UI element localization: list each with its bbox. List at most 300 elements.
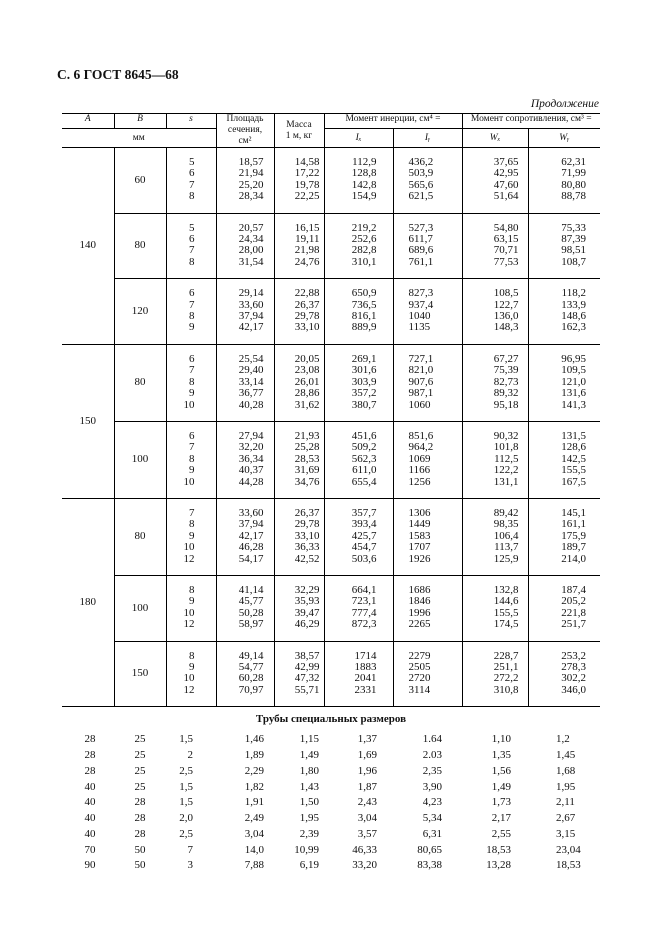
value-s: 12 xyxy=(183,552,195,565)
value-s: 12 xyxy=(183,683,195,696)
value-iy: 1846 xyxy=(408,595,431,608)
cell-f xyxy=(216,344,274,421)
special-row xyxy=(62,763,600,779)
value-ix: 872,3 xyxy=(351,618,377,631)
value-ix: 282,8 xyxy=(351,244,377,257)
special-cell: 2,35 xyxy=(422,764,442,777)
special-cell: 83,38 xyxy=(417,859,442,872)
value-wy: 98,51 xyxy=(561,244,587,257)
value-f: 24,34 xyxy=(238,233,264,246)
cell-ix xyxy=(324,421,393,498)
value-m: 36,33 xyxy=(294,541,320,554)
value-m: 17,22 xyxy=(294,167,320,180)
value-iy: 1686 xyxy=(408,583,431,596)
cell-s xyxy=(166,641,216,707)
value-f: 54,77 xyxy=(238,661,264,673)
cell-b: 100 xyxy=(114,575,166,641)
value-s: 9 xyxy=(189,595,195,608)
value-wy: 141,3 xyxy=(561,398,587,411)
value-f: 33,60 xyxy=(238,506,264,519)
value-s: 7 xyxy=(189,441,195,454)
cell-s xyxy=(166,279,216,345)
value-m: 29,78 xyxy=(294,518,320,531)
value-m: 21,93 xyxy=(294,429,320,442)
value-m: 35,93 xyxy=(294,595,320,608)
cell-f xyxy=(216,575,274,641)
value-f: 40,28 xyxy=(238,398,264,411)
value-iy: 727,1 xyxy=(408,352,434,365)
mass-line2: 1 м, кг xyxy=(285,130,313,141)
value-s: 12 xyxy=(183,618,195,631)
value-wx: 42,95 xyxy=(493,167,519,180)
value-wy: 131,5 xyxy=(561,429,587,442)
special-cell: 1,50 xyxy=(299,796,319,809)
value-ix: 2041 xyxy=(354,672,377,685)
special-cell: 14,0 xyxy=(244,843,264,856)
group-row xyxy=(62,498,600,575)
value-iy: 1135 xyxy=(408,321,431,334)
value-wy: 121,0 xyxy=(561,375,587,388)
cell-m xyxy=(274,421,324,498)
col-ix-header: Iₓ xyxy=(324,129,393,148)
value-wy: 161,1 xyxy=(561,518,587,531)
value-f: 27,94 xyxy=(238,429,264,442)
special-cell: 33,20 xyxy=(352,859,377,872)
value-f: 42,17 xyxy=(238,321,264,334)
special-cell: 1,43 xyxy=(299,780,319,793)
special-row xyxy=(62,779,600,795)
cell-b: 120 xyxy=(114,279,166,345)
value-iy: 2279 xyxy=(408,649,431,662)
special-cell: 2,39 xyxy=(299,827,319,840)
value-f: 28,34 xyxy=(238,190,264,203)
special-cell: 1,46 xyxy=(244,733,264,746)
value-m: 55,71 xyxy=(294,683,320,696)
cell-wx xyxy=(462,213,528,279)
special-cell: 1,5 xyxy=(179,796,193,809)
value-f: 32,20 xyxy=(238,441,264,454)
value-f: 36,34 xyxy=(238,452,264,465)
value-wy: 346,0 xyxy=(561,683,587,696)
value-wy: 278,3 xyxy=(561,661,587,673)
value-ix: 310,1 xyxy=(351,255,377,268)
value-f: 20,57 xyxy=(238,221,264,234)
value-ix: 301,6 xyxy=(351,364,377,377)
value-ix: 393,4 xyxy=(351,518,377,531)
value-wy: 148,6 xyxy=(561,310,587,323)
special-cell: 1,37 xyxy=(357,733,377,746)
cell-ix xyxy=(324,279,393,345)
value-ix: 1714 xyxy=(354,649,377,662)
group-row xyxy=(62,641,600,707)
special-cell: 23,04 xyxy=(556,843,581,856)
value-ix: 142,8 xyxy=(351,178,377,191)
value-s: 6 xyxy=(189,429,195,442)
value-wx: 77,53 xyxy=(493,255,519,268)
value-wy: 87,39 xyxy=(561,233,587,246)
value-ix: 2331 xyxy=(354,683,377,696)
value-iy: 937,4 xyxy=(408,298,434,311)
value-wy: 80,80 xyxy=(561,178,587,191)
cell-f xyxy=(216,641,274,707)
value-s: 8 xyxy=(189,310,195,323)
special-cell: 1,69 xyxy=(357,748,377,761)
cell-f xyxy=(216,498,274,575)
special-cell: 50 xyxy=(134,859,146,872)
cell-ix xyxy=(324,148,393,214)
mass-line1: Масса xyxy=(286,119,312,130)
value-iy: 907,6 xyxy=(408,375,434,388)
cell-wy xyxy=(528,575,600,641)
special-cell: 28 xyxy=(84,764,96,777)
value-wx: 251,1 xyxy=(493,661,519,673)
value-iy: 689,6 xyxy=(408,244,434,257)
value-wx: 106,4 xyxy=(493,529,519,542)
value-s: 5 xyxy=(189,156,195,168)
value-f: 45,77 xyxy=(238,595,264,608)
value-iy: 987,1 xyxy=(408,387,434,400)
value-f: 37,94 xyxy=(238,518,264,531)
cell-b: 60 xyxy=(114,148,166,214)
special-cell: 1,45 xyxy=(556,748,576,761)
value-ix: 112,9 xyxy=(352,156,377,168)
special-cell: 25 xyxy=(134,780,146,793)
special-cell: 40 xyxy=(84,796,96,809)
value-wy: 96,95 xyxy=(561,352,587,365)
value-s: 9 xyxy=(189,321,195,334)
area-line2: сечения, xyxy=(227,125,263,135)
value-wx: 228,7 xyxy=(493,649,519,662)
col-b-header: B xyxy=(114,114,166,129)
cell-b: 80 xyxy=(114,213,166,279)
value-f: 44,28 xyxy=(238,475,264,488)
value-f: 70,97 xyxy=(238,683,264,696)
value-ix: 889,9 xyxy=(351,321,377,334)
value-m: 33,10 xyxy=(294,529,320,542)
value-m: 46,29 xyxy=(294,618,320,631)
value-s: 8 xyxy=(189,649,195,662)
cell-wx xyxy=(462,575,528,641)
value-wy: 175,9 xyxy=(561,529,587,542)
special-cell: 28 xyxy=(84,748,96,761)
value-f: 40,37 xyxy=(238,464,264,477)
value-wy: 62,31 xyxy=(561,156,587,168)
value-wy: 75,33 xyxy=(561,221,587,234)
value-m: 39,47 xyxy=(294,606,320,619)
units-header: мм xyxy=(62,129,216,148)
cell-s xyxy=(166,575,216,641)
cell-f xyxy=(216,213,274,279)
cell-m xyxy=(274,213,324,279)
value-wy: 118,2 xyxy=(561,287,587,300)
cell-b: 150 xyxy=(114,641,166,707)
special-cell: 40 xyxy=(84,812,96,825)
cell-s xyxy=(166,148,216,214)
cell-m xyxy=(274,641,324,707)
group-row xyxy=(62,148,600,214)
cell-s xyxy=(166,213,216,279)
value-wx: 101,8 xyxy=(493,441,519,454)
value-s: 7 xyxy=(189,298,195,311)
special-cell: 2,5 xyxy=(179,827,193,840)
value-s: 8 xyxy=(189,190,195,203)
cell-a: 150 xyxy=(62,344,114,498)
value-f: 46,28 xyxy=(238,541,264,554)
value-ix: 664,1 xyxy=(351,583,377,596)
cell-iy xyxy=(393,498,462,575)
value-iy: 1040 xyxy=(408,310,431,323)
value-wy: 221,8 xyxy=(561,606,587,619)
value-iy: 611,7 xyxy=(408,233,433,246)
group-row xyxy=(62,279,600,345)
special-cell: 2,0 xyxy=(179,812,193,825)
cell-iy xyxy=(393,421,462,498)
group-row xyxy=(62,575,600,641)
value-iy: 436,2 xyxy=(408,156,434,168)
cell-wy xyxy=(528,498,600,575)
value-wy: 145,1 xyxy=(561,506,587,519)
value-wx: 155,5 xyxy=(493,606,519,619)
special-cell: 18,53 xyxy=(556,859,581,872)
value-wx: 174,5 xyxy=(493,618,519,631)
special-cell: 2,29 xyxy=(244,764,264,777)
special-cell: 7,88 xyxy=(244,859,264,872)
special-cell: 3,90 xyxy=(422,780,442,793)
value-iy: 2505 xyxy=(408,661,431,673)
special-cell: 2,55 xyxy=(491,827,511,840)
special-cell: 2,49 xyxy=(244,812,264,825)
value-f: 18,57 xyxy=(238,156,264,168)
value-f: 42,17 xyxy=(238,529,264,542)
value-iy: 1256 xyxy=(408,475,431,488)
value-ix: 252,6 xyxy=(351,233,377,246)
value-m: 22,25 xyxy=(294,190,320,203)
special-row xyxy=(62,747,600,763)
value-f: 33,60 xyxy=(238,298,264,311)
value-iy: 1069 xyxy=(408,452,431,465)
value-s: 10 xyxy=(183,672,195,685)
value-m: 14,58 xyxy=(294,156,320,168)
value-wy: 189,7 xyxy=(561,541,587,554)
special-cell: 2,11 xyxy=(556,796,575,809)
special-cell: 1,49 xyxy=(299,748,319,761)
special-cell: 1,87 xyxy=(357,780,377,793)
value-iy: 827,3 xyxy=(408,287,434,300)
special-cell: 3,04 xyxy=(244,827,264,840)
area-line1: Площадь xyxy=(226,114,264,124)
cell-iy xyxy=(393,148,462,214)
value-wx: 51,64 xyxy=(493,190,519,203)
value-wy: 187,4 xyxy=(561,583,587,596)
special-cell: 7 xyxy=(187,843,193,856)
special-row xyxy=(62,731,600,747)
value-iy: 1583 xyxy=(408,529,431,542)
cell-wy xyxy=(528,641,600,707)
cell-m xyxy=(274,344,324,421)
value-wx: 108,5 xyxy=(493,287,519,300)
value-s: 5 xyxy=(189,221,195,234)
value-wy: 251,7 xyxy=(561,618,587,631)
special-row xyxy=(62,842,600,858)
special-cell: 1,82 xyxy=(244,780,264,793)
special-cell: 1,96 xyxy=(357,764,377,777)
value-iy: 2720 xyxy=(408,672,431,685)
special-cell: 46,33 xyxy=(352,843,377,856)
special-cell: 28 xyxy=(134,796,146,809)
value-m: 28,86 xyxy=(294,387,320,400)
value-m: 42,99 xyxy=(294,661,320,673)
value-m: 16,15 xyxy=(294,221,320,234)
special-cell: 1,95 xyxy=(556,780,576,793)
value-m: 38,57 xyxy=(294,649,320,662)
cell-ix xyxy=(324,575,393,641)
value-m: 34,76 xyxy=(294,475,320,488)
special-cell: 1,5 xyxy=(179,733,193,746)
value-f: 58,97 xyxy=(238,618,264,631)
col-wx-header: Wₓ xyxy=(462,129,528,148)
col-inertia-header: Момент инерции, см⁴ = xyxy=(324,114,462,129)
value-s: 7 xyxy=(189,364,195,377)
value-wx: 82,73 xyxy=(493,375,519,388)
cell-s xyxy=(166,344,216,421)
value-wy: 302,2 xyxy=(561,672,587,685)
special-cell: 2,67 xyxy=(556,812,576,825)
col-s-header: s xyxy=(166,114,216,129)
value-iy: 821,0 xyxy=(408,364,434,377)
cell-m xyxy=(274,498,324,575)
special-cell: 2.03 xyxy=(422,748,442,761)
value-ix: 655,4 xyxy=(351,475,377,488)
special-cell: 40 xyxy=(84,827,96,840)
value-f: 50,28 xyxy=(238,606,264,619)
cell-s xyxy=(166,498,216,575)
special-cell: 1,56 xyxy=(491,764,511,777)
value-ix: 503,6 xyxy=(351,552,377,565)
value-s: 6 xyxy=(189,287,195,300)
special-cell: 40 xyxy=(84,780,96,793)
value-ix: 777,4 xyxy=(351,606,377,619)
value-ix: 650,9 xyxy=(351,287,377,300)
value-wx: 144,6 xyxy=(493,595,519,608)
value-s: 10 xyxy=(183,541,195,554)
value-iy: 761,1 xyxy=(408,255,434,268)
value-f: 31,54 xyxy=(238,255,264,268)
special-cell: 80,65 xyxy=(417,843,442,856)
value-s: 8 xyxy=(189,255,195,268)
value-s: 7 xyxy=(189,244,195,257)
cell-a: 140 xyxy=(62,148,114,345)
value-m: 19,11 xyxy=(295,233,320,246)
cell-m xyxy=(274,279,324,345)
special-row xyxy=(62,826,600,842)
value-m: 24,76 xyxy=(294,255,320,268)
group-row xyxy=(62,421,600,498)
value-wx: 310,8 xyxy=(493,683,519,696)
special-cell: 3,15 xyxy=(556,827,576,840)
value-f: 29,40 xyxy=(238,364,264,377)
value-ix: 454,7 xyxy=(351,541,377,554)
value-m: 29,78 xyxy=(294,310,320,323)
cell-s xyxy=(166,421,216,498)
value-m: 19,78 xyxy=(294,178,320,191)
value-m: 26,01 xyxy=(294,375,320,388)
value-ix: 509,2 xyxy=(351,441,377,454)
value-m: 23,08 xyxy=(294,364,320,377)
special-cell: 18,53 xyxy=(486,843,511,856)
special-cell: 10,99 xyxy=(294,843,319,856)
special-cell: 6,19 xyxy=(299,859,319,872)
special-cell: 28 xyxy=(84,733,96,746)
cell-wy xyxy=(528,148,600,214)
special-cell: 90 xyxy=(84,859,96,872)
value-f: 36,77 xyxy=(238,387,264,400)
value-f: 54,17 xyxy=(238,552,264,565)
value-wx: 148,3 xyxy=(493,321,519,334)
special-row xyxy=(62,810,600,826)
cell-iy xyxy=(393,213,462,279)
value-iy: 3114 xyxy=(408,683,431,696)
cell-f xyxy=(216,148,274,214)
value-s: 9 xyxy=(189,387,195,400)
value-iy: 621,5 xyxy=(408,190,434,203)
value-wx: 98,35 xyxy=(493,518,519,531)
value-s: 6 xyxy=(189,233,195,246)
cell-b: 100 xyxy=(114,421,166,498)
special-cell: 70 xyxy=(84,843,96,856)
value-wx: 113,7 xyxy=(494,541,519,554)
cell-ix xyxy=(324,344,393,421)
value-wx: 47,60 xyxy=(493,178,519,191)
cell-f xyxy=(216,279,274,345)
value-m: 21,98 xyxy=(294,244,320,257)
value-ix: 816,1 xyxy=(351,310,377,323)
value-wx: 122,7 xyxy=(493,298,519,311)
value-iy: 503,9 xyxy=(408,167,434,180)
value-f: 60,28 xyxy=(238,672,264,685)
value-wx: 131,1 xyxy=(493,475,519,488)
special-cell: 1,73 xyxy=(491,796,511,809)
value-iy: 1926 xyxy=(408,552,431,565)
value-wy: 131,6 xyxy=(561,387,587,400)
value-wx: 95,18 xyxy=(493,398,519,411)
col-mass-header xyxy=(274,114,324,148)
value-wx: 89,32 xyxy=(493,387,519,400)
col-resist-header: Момент сопротивления, см³ = xyxy=(462,114,600,129)
value-iy: 565,6 xyxy=(408,178,434,191)
special-row xyxy=(62,858,600,874)
value-wx: 75,39 xyxy=(493,364,519,377)
area-line3: см² xyxy=(238,136,252,146)
value-m: 47,32 xyxy=(294,672,320,685)
value-iy: 527,3 xyxy=(408,221,434,234)
value-ix: 357,2 xyxy=(351,387,377,400)
value-wx: 54,80 xyxy=(493,221,519,234)
cell-iy xyxy=(393,575,462,641)
value-ix: 219,2 xyxy=(351,221,377,234)
pipe-table xyxy=(62,113,600,873)
value-f: 37,94 xyxy=(238,310,264,323)
value-s: 8 xyxy=(189,375,195,388)
cell-wx xyxy=(462,421,528,498)
special-cell: 28 xyxy=(134,827,146,840)
cell-iy xyxy=(393,344,462,421)
value-ix: 611,0 xyxy=(352,464,377,477)
value-s: 7 xyxy=(189,178,195,191)
group-row xyxy=(62,344,600,421)
special-cell: 2,5 xyxy=(179,764,193,777)
col-a-header: A xyxy=(62,114,114,129)
special-cell: 1,89 xyxy=(244,748,264,761)
